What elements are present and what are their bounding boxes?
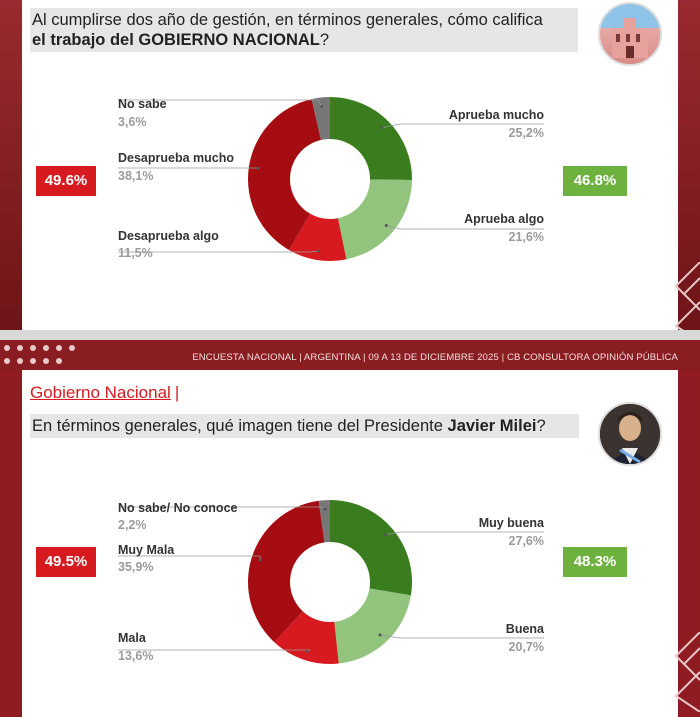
milei-leader-dot-4 — [323, 508, 326, 511]
question-1-end: ? — [319, 31, 330, 49]
question-1-text: Al cumplirse dos año de gestión, en términos generales, cómo califica — [32, 11, 543, 29]
value-muy-mala: 35,9% — [118, 560, 154, 574]
kpi-approve-total: 46.8% — [563, 166, 627, 196]
question-1-bold: el trabajo del GOBIERNO NACIONAL — [32, 31, 320, 49]
value-muy-buena: 27,6% — [508, 534, 544, 548]
value-desaprueba-mucho: 38,1% — [118, 169, 154, 183]
milei-slice-1 — [334, 589, 411, 664]
survey-strip: ENCUESTA NACIONAL | ARGENTINA | 09 A 13 DE DICIEMBRE 2025 | CB CONSULTORA OPINIÓN PÚBLICA — [192, 352, 678, 363]
value-no-sabe-no-conoce: 2,2% — [118, 518, 147, 532]
question-2-text: En términos generales, qué imagen tiene del Presidente — [32, 417, 443, 435]
kpi-negative-total: 49.5% — [36, 547, 96, 577]
section-title-text: Gobierno Nacional — [30, 383, 171, 402]
value-mala: 13,6% — [118, 649, 154, 663]
label-desaprueba-algo: Desaprueba algo — [118, 229, 219, 243]
milei-slice-0 — [330, 500, 412, 595]
value-aprueba-algo: 21,6% — [508, 230, 544, 244]
chevron-decoration-bottom — [660, 632, 700, 712]
label-buena: Buena — [505, 622, 544, 636]
question-2-end: ? — [536, 417, 546, 435]
label-aprueba-algo: Aprueba algo — [464, 212, 544, 226]
label-aprueba-mucho: Aprueba mucho — [448, 108, 544, 122]
label-mala: Mala — [118, 631, 146, 645]
value-aprueba-mucho: 25,2% — [508, 126, 544, 140]
value-no-sabe: 3,6% — [118, 115, 147, 129]
milei-leader-dot-3 — [259, 559, 262, 562]
question-2-bold: Javier Milei — [447, 417, 537, 435]
value-desaprueba-algo: 11,5% — [118, 246, 153, 260]
label-muy-buena: Muy buena — [478, 516, 544, 530]
section-title-bar: | — [174, 383, 180, 402]
value-buena: 20,7% — [508, 640, 544, 654]
milei-leader-dot-1 — [379, 634, 382, 637]
milei-leader-dot-0 — [384, 533, 387, 536]
label-muy-mala: Muy Mala — [118, 543, 175, 557]
milei-leader-dot-2 — [306, 650, 309, 653]
label-no-sabe-no-conoce: No sabe/ No conoce — [118, 501, 238, 515]
label-desaprueba-mucho: Desaprueba mucho — [118, 151, 235, 165]
kpi-positive-total: 48.3% — [563, 547, 627, 577]
kpi-disapprove-total: 49.6% — [36, 166, 96, 196]
label-no-sabe: No sabe — [118, 97, 167, 111]
